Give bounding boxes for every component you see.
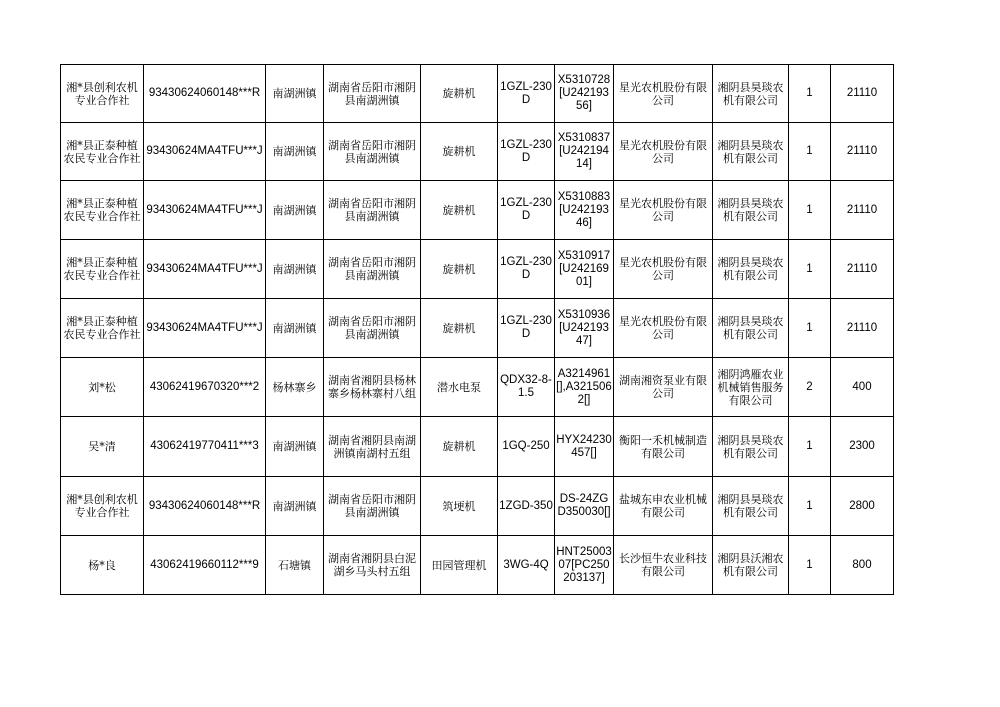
cell-dealer: 湘阴县昊琰农机有限公司 [713,477,789,536]
cell-applicant: 杨*良 [61,536,144,595]
cell-id-number: 93430624MA4TFU***J [144,123,266,181]
cell-id-number: 43062419660112***9 [144,536,266,595]
table-row [61,417,894,477]
cell-town: 南湖洲镇 [266,65,324,123]
cell-serial: X5310883[U24219346] [555,181,614,240]
cell-quantity: 1 [789,123,831,181]
cell-manufacturer: 星光农机股份有限公司 [614,65,713,123]
cell-manufacturer: 星光农机股份有限公司 [614,240,713,299]
cell-subsidy: 21110 [831,65,894,123]
cell-address: 湖南省湘阴县南湖洲镇南湖村五组 [324,417,421,477]
cell-applicant: 湘*县正泰种植农民专业合作社 [61,181,144,240]
cell-quantity: 1 [789,65,831,123]
cell-manufacturer: 湖南湘资泵业有限公司 [614,358,713,417]
cell-address: 湖南省湘阴县杨林寨乡杨林寨村八组 [324,358,421,417]
cell-subsidy: 2300 [831,417,894,477]
cell-quantity: 1 [789,536,831,595]
cell-model: QDX32-8-1.5 [498,358,555,417]
cell-manufacturer: 盐城东申农业机械有限公司 [614,477,713,536]
cell-dealer: 湘阴县昊琰农机有限公司 [713,65,789,123]
cell-model: 1GZL-230D [498,240,555,299]
table-row [61,536,894,595]
cell-subsidy: 2800 [831,477,894,536]
cell-address: 湖南省湘阴县白泥湖乡马头村五组 [324,536,421,595]
cell-manufacturer: 星光农机股份有限公司 [614,123,713,181]
cell-subsidy: 21110 [831,123,894,181]
cell-applicant: 湘*县正泰种植农民专业合作社 [61,299,144,358]
cell-dealer: 湘阴县昊琰农机有限公司 [713,299,789,358]
cell-serial: DS-24ZGD350030[] [555,477,614,536]
cell-serial: X5310837[U24219414] [555,123,614,181]
cell-subsidy: 21110 [831,299,894,358]
table-body [61,65,894,595]
cell-applicant: 湘*县创利农机专业合作社 [61,65,144,123]
cell-dealer: 湘阴县昊琰农机有限公司 [713,181,789,240]
cell-id-number: 93430624MA4TFU***J [144,299,266,358]
table-row [61,477,894,536]
cell-subsidy: 400 [831,358,894,417]
cell-quantity: 1 [789,477,831,536]
table-row [61,65,894,123]
cell-model: 1GZL-230D [498,299,555,358]
cell-quantity: 2 [789,358,831,417]
cell-town: 南湖洲镇 [266,181,324,240]
cell-id-number: 93430624MA4TFU***J [144,240,266,299]
cell-town: 南湖洲镇 [266,417,324,477]
cell-dealer: 湘阴县沃湘农机有限公司 [713,536,789,595]
cell-dealer: 湘阴鸿雁农业机械销售服务有限公司 [713,358,789,417]
cell-machine-type: 旋耕机 [421,240,498,299]
cell-applicant: 刘*松 [61,358,144,417]
cell-model: 1GQ-250 [498,417,555,477]
cell-model: 1ZGD-350 [498,477,555,536]
cell-town: 杨林寨乡 [266,358,324,417]
cell-applicant: 吴*清 [61,417,144,477]
cell-machine-type: 田园管理机 [421,536,498,595]
cell-machine-type: 筑埂机 [421,477,498,536]
cell-subsidy: 800 [831,536,894,595]
cell-machine-type: 旋耕机 [421,123,498,181]
cell-address: 湖南省岳阳市湘阴县南湖洲镇 [324,299,421,358]
cell-machine-type: 旋耕机 [421,65,498,123]
cell-address: 湖南省岳阳市湘阴县南湖洲镇 [324,123,421,181]
cell-applicant: 湘*县正泰种植农民专业合作社 [61,240,144,299]
cell-model: 1GZL-230D [498,65,555,123]
cell-id-number: 93430624060148***R [144,477,266,536]
cell-manufacturer: 星光农机股份有限公司 [614,299,713,358]
cell-machine-type: 旋耕机 [421,181,498,240]
table-row [61,123,894,181]
cell-quantity: 1 [789,299,831,358]
cell-model: 1GZL-230D [498,123,555,181]
cell-serial: HYX24230457[] [555,417,614,477]
cell-dealer: 湘阴县昊琰农机有限公司 [713,417,789,477]
cell-id-number: 43062419670320***2 [144,358,266,417]
cell-id-number: 93430624MA4TFU***J [144,181,266,240]
cell-address: 湖南省岳阳市湘阴县南湖洲镇 [324,181,421,240]
cell-town: 南湖洲镇 [266,240,324,299]
cell-model: 3WG-4Q [498,536,555,595]
cell-town: 南湖洲镇 [266,299,324,358]
cell-serial: X5310936[U24219347] [555,299,614,358]
cell-dealer: 湘阴县昊琰农机有限公司 [713,240,789,299]
cell-serial: HNT2500307[PC250203137] [555,536,614,595]
cell-machine-type: 旋耕机 [421,299,498,358]
cell-quantity: 1 [789,181,831,240]
cell-model: 1GZL-230D [498,181,555,240]
cell-dealer: 湘阴县昊琰农机有限公司 [713,123,789,181]
cell-subsidy: 21110 [831,181,894,240]
cell-manufacturer: 衡阳一禾机械制造有限公司 [614,417,713,477]
subsidy-table [60,64,894,595]
cell-quantity: 1 [789,240,831,299]
cell-address: 湖南省岳阳市湘阴县南湖洲镇 [324,240,421,299]
cell-town: 石塘镇 [266,536,324,595]
cell-quantity: 1 [789,417,831,477]
table-row [61,299,894,358]
table-row [61,181,894,240]
cell-machine-type: 旋耕机 [421,417,498,477]
table-row [61,358,894,417]
cell-manufacturer: 星光农机股份有限公司 [614,181,713,240]
cell-serial: X5310917[U24216901] [555,240,614,299]
cell-subsidy: 21110 [831,240,894,299]
cell-manufacturer: 长沙恒牛农业科技有限公司 [614,536,713,595]
cell-applicant: 湘*县创利农机专业合作社 [61,477,144,536]
cell-id-number: 93430624060148***R [144,65,266,123]
table-row [61,240,894,299]
cell-machine-type: 潜水电泵 [421,358,498,417]
cell-serial: X5310728[U24219356] [555,65,614,123]
cell-town: 南湖洲镇 [266,123,324,181]
cell-address: 湖南省岳阳市湘阴县南湖洲镇 [324,477,421,536]
cell-id-number: 43062419770411***3 [144,417,266,477]
cell-town: 南湖洲镇 [266,477,324,536]
cell-address: 湖南省岳阳市湘阴县南湖洲镇 [324,65,421,123]
cell-applicant: 湘*县正泰种植农民专业合作社 [61,123,144,181]
cell-serial: A3214961[],A3215062[] [555,358,614,417]
